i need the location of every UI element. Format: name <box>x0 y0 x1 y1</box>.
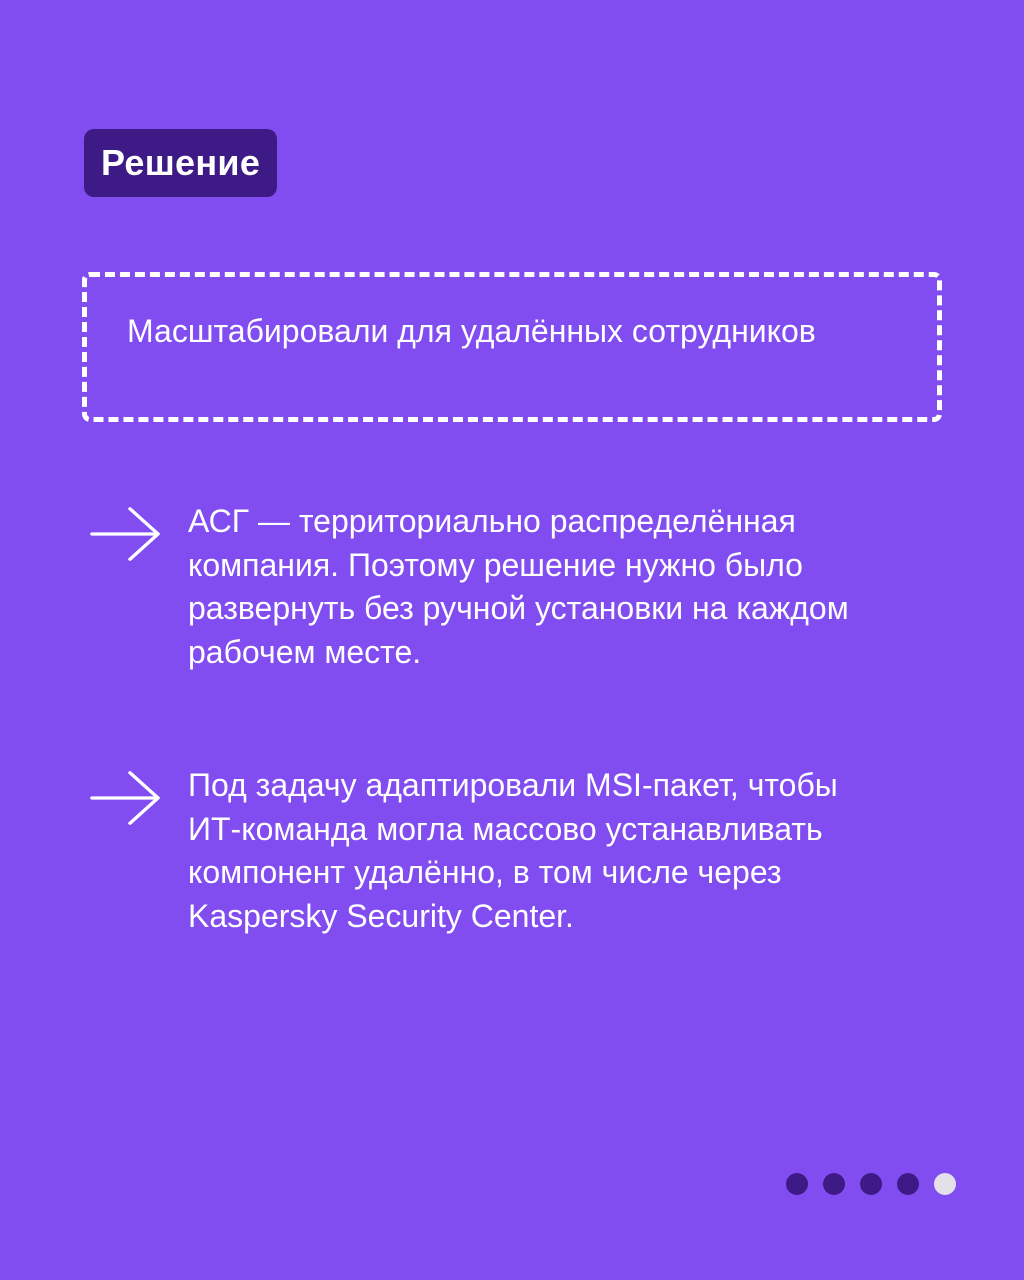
arrow-right-icon <box>90 506 164 570</box>
highlight-text: Масштабировали для удалённых сотрудников <box>127 313 816 349</box>
pagination-dot[interactable] <box>786 1173 808 1195</box>
bullet-text: Под задачу адаптировали MSI-пакет, чтобы ИТ-команда могла массово устанавливать компонент удалённо, в том числе через Kaspersky Security Center. <box>188 767 838 934</box>
pagination-dot-active[interactable] <box>934 1173 956 1195</box>
pagination-dot[interactable] <box>860 1173 882 1195</box>
section-badge <box>84 129 277 197</box>
pagination-dot[interactable] <box>823 1173 845 1195</box>
section-badge-label: Решение <box>101 142 261 183</box>
arrow-right-icon <box>90 770 164 834</box>
pagination-dots <box>786 1173 956 1195</box>
pagination-dot[interactable] <box>897 1173 919 1195</box>
highlight-box <box>82 272 942 422</box>
bullet-text: АСГ — территориально распределённая компания. Поэтому решение нужно было развернуть без ручной установки на каждом рабочем месте. <box>188 503 849 670</box>
